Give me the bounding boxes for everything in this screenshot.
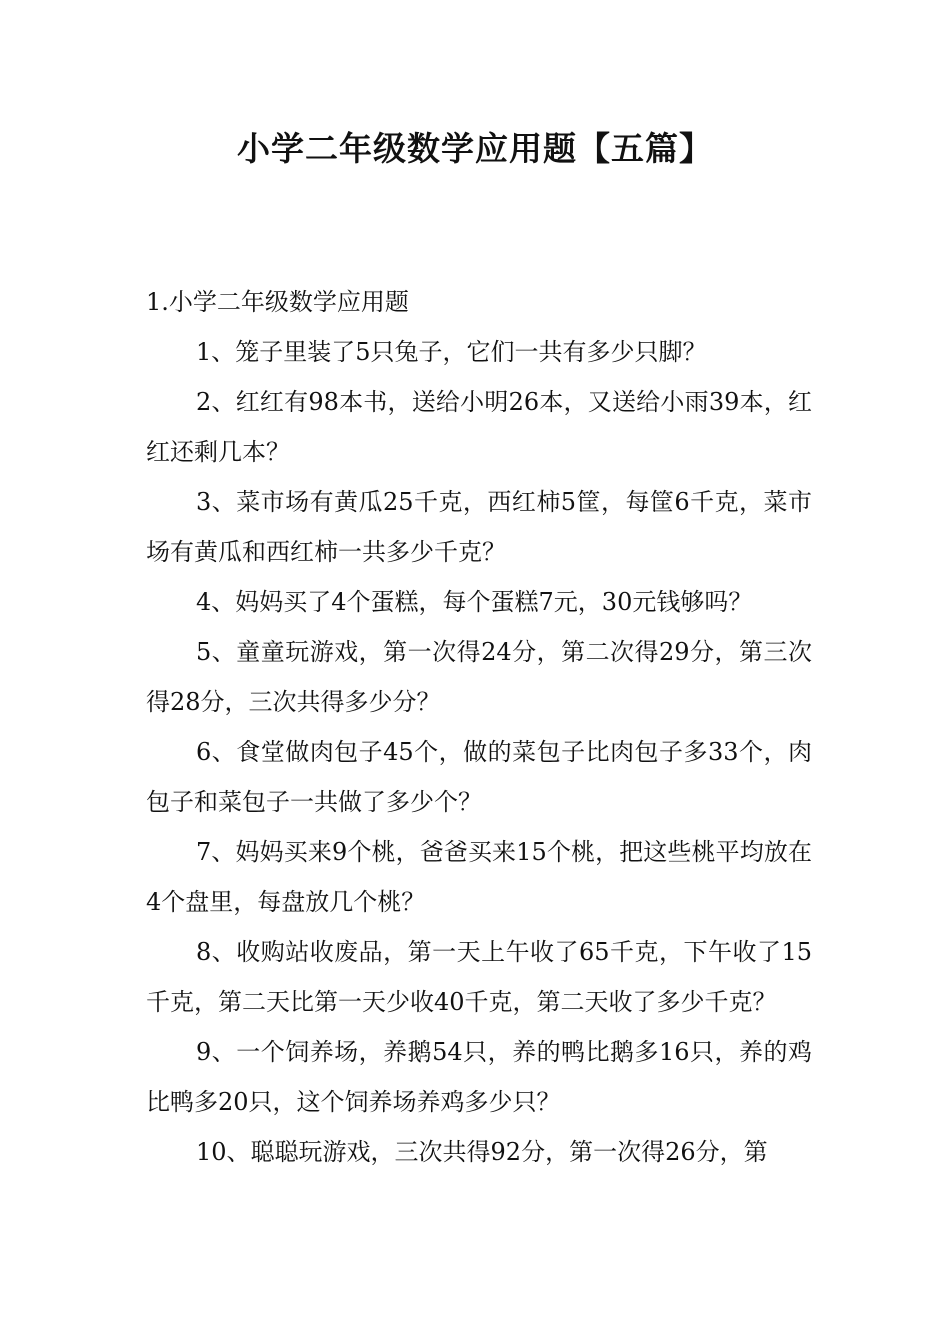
question-5: 5、童童玩游戏，第一次得24分，第二次得29分，第三次得28分，三次共得多少分？	[146, 638, 812, 716]
document-title: 小学二年级数学应用题【五篇】	[237, 129, 713, 168]
question-4: 4、妈妈买了4个蛋糕，每个蛋糕7元，30元钱够吗？	[196, 588, 753, 616]
question-8: 8、收购站收废品，第一天上午收了65千克，下午收了15千克，第二天比第一天少收40千克，第二天收了多少千克？	[146, 938, 812, 1016]
question-1: 1、笼子里装了5只兔子，它们一共有多少只脚？	[196, 338, 707, 366]
section-heading: 1.小学二年级数学应用题	[146, 288, 409, 316]
question-6: 6、食堂做肉包子45个，做的菜包子比肉包子多33个，肉包子和菜包子一共做了多少个？	[146, 738, 812, 816]
document-body	[146, 277, 812, 1177]
question-9: 9、一个饲养场，养鹅54只，养的鸭比鹅多16只，养的鸡比鸭多20只，这个饲养场养鸡多少只？	[146, 1038, 812, 1116]
question-10: 10、聪聪玩游戏，三次共得92分，第一次得26分，第	[196, 1138, 768, 1166]
question-2: 2、红红有98本书，送给小明26本，又送给小雨39本，红红还剩几本？	[146, 388, 812, 466]
question-7: 7、妈妈买来9个桃，爸爸买来15个桃，把这些桃平均放在4个盘里，每盘放几个桃？	[146, 838, 812, 916]
question-3: 3、菜市场有黄瓜25千克，西红柿5筐，每筐6千克，菜市场有黄瓜和西红柿一共多少千克？	[146, 488, 812, 566]
